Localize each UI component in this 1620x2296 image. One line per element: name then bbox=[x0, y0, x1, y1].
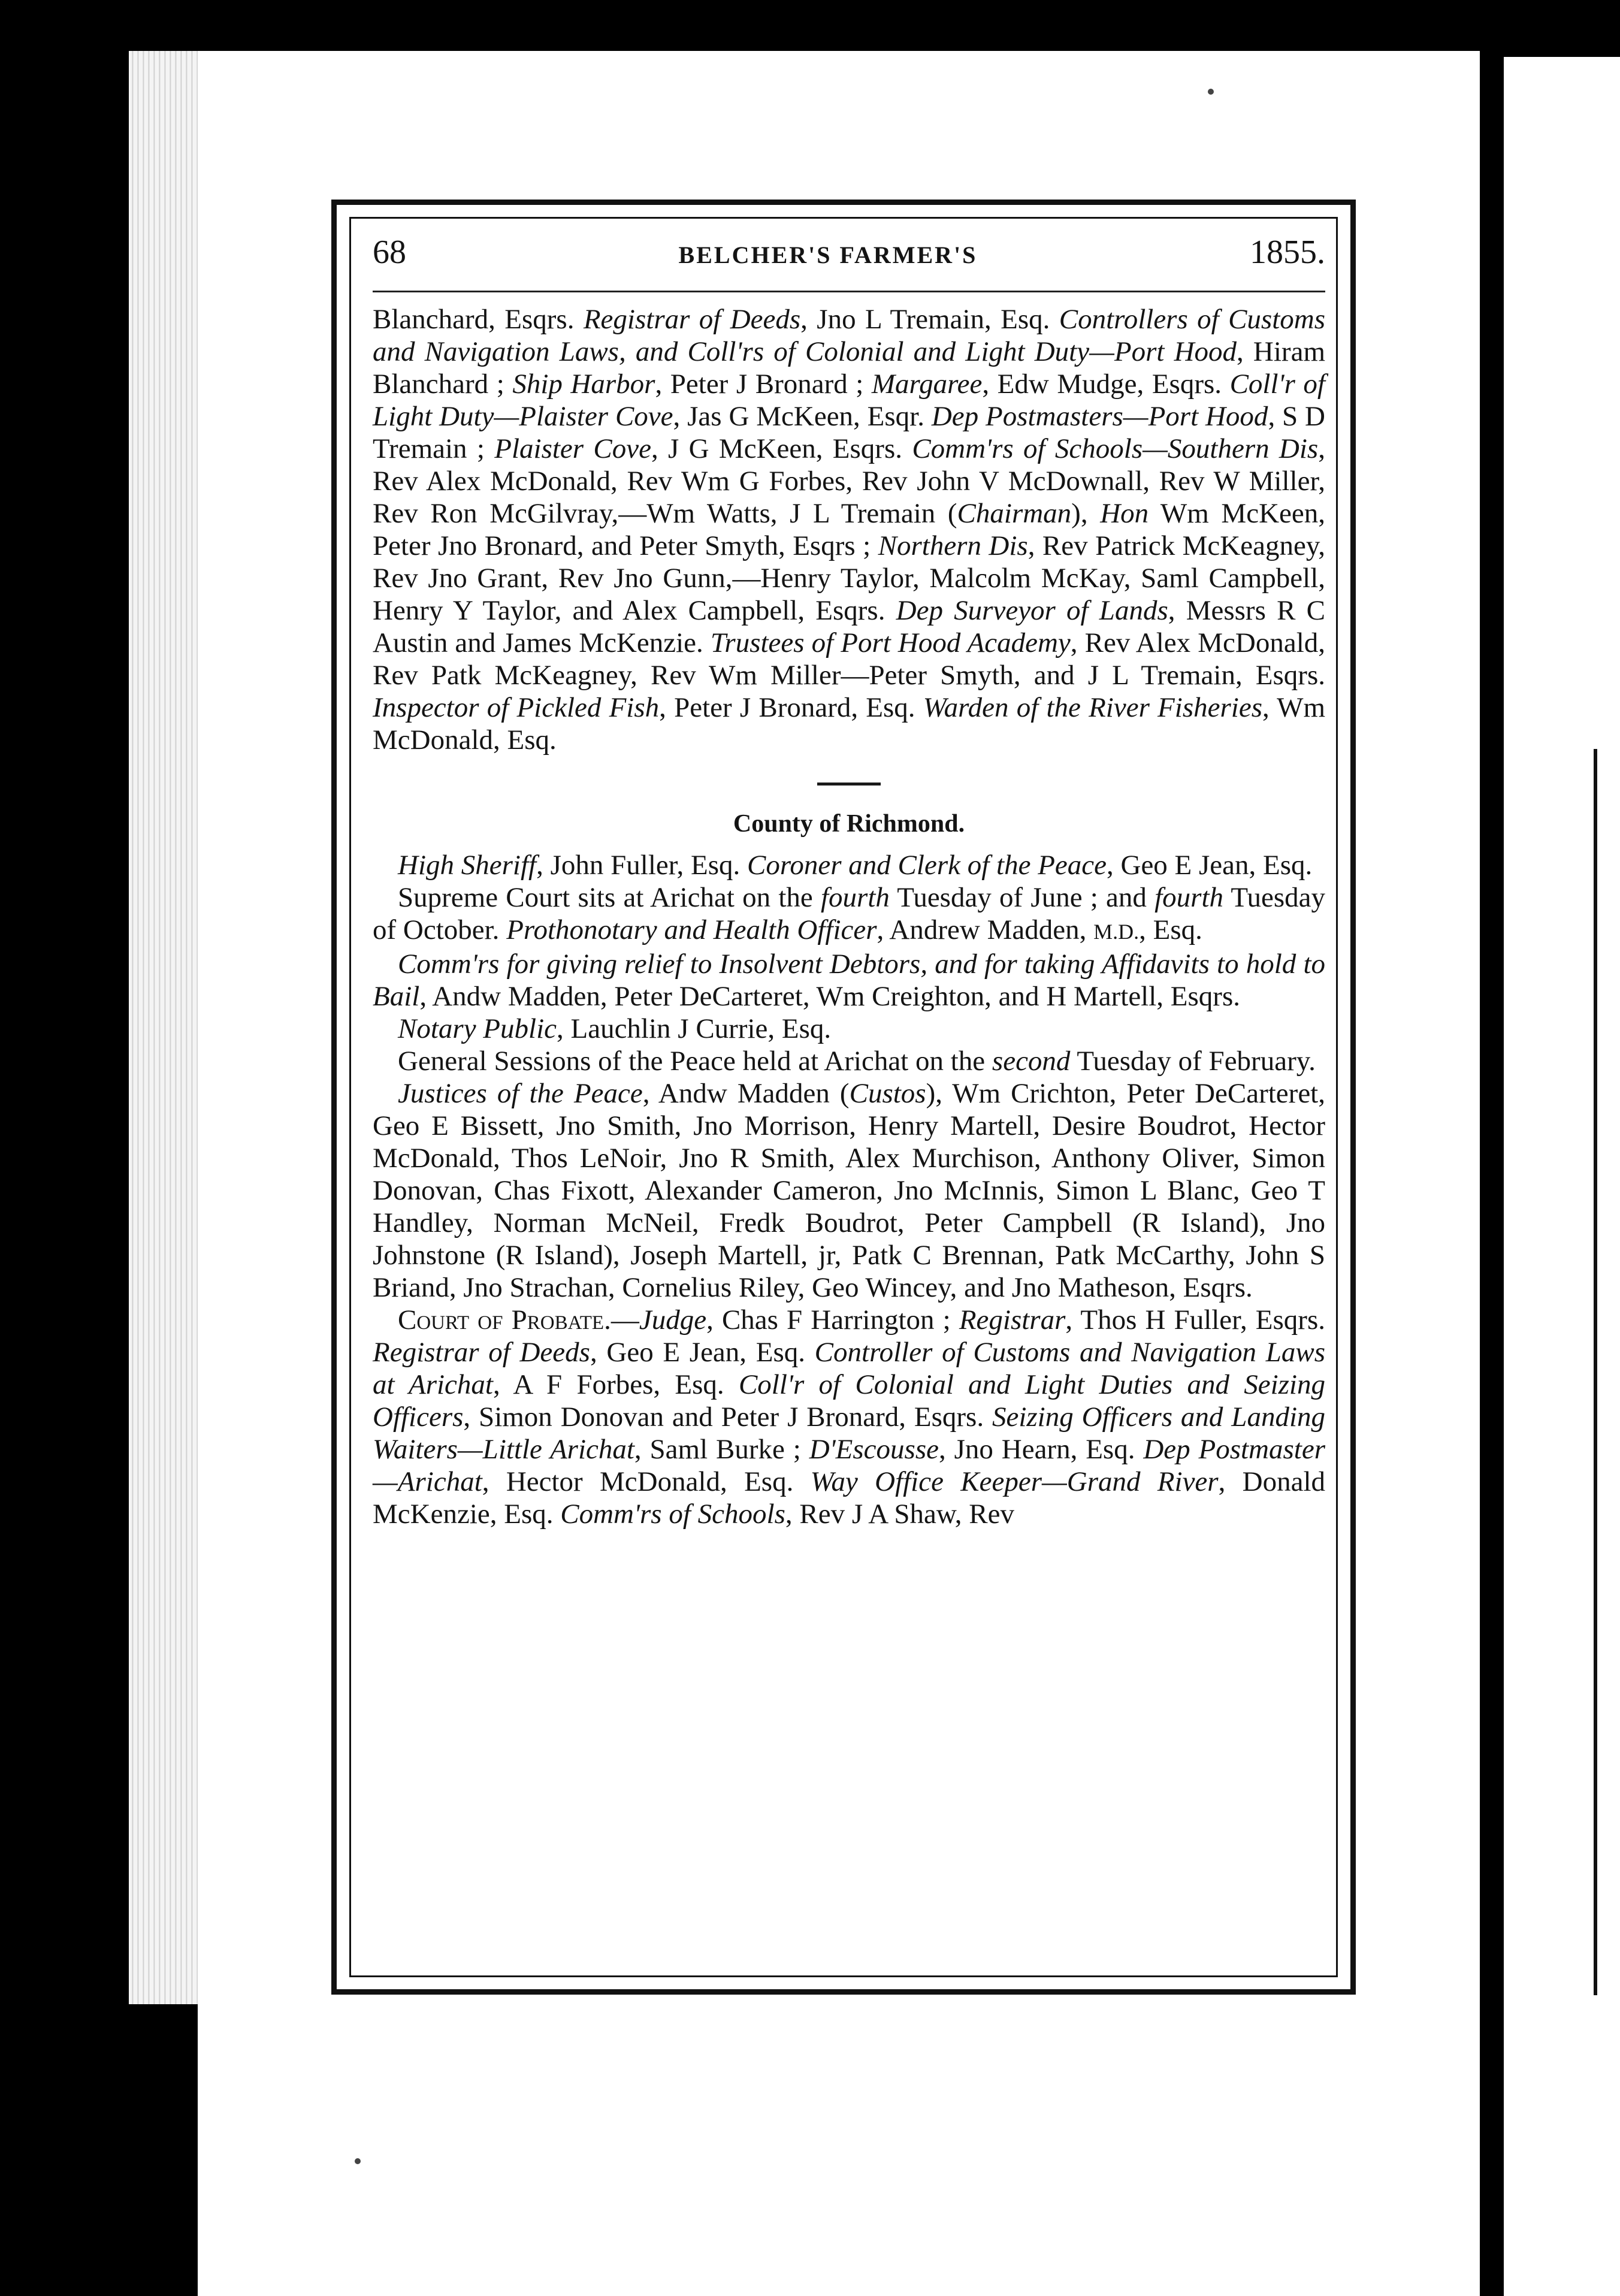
paper-speck bbox=[355, 2158, 361, 2164]
facing-page-edge bbox=[1504, 57, 1620, 2296]
general-sessions-paragraph: General Sessions of the Peace held at Arichat on the second Tuesday of February. bbox=[398, 1046, 1316, 1077]
court-of-probate-paragraph: Court of Probate.—Judge, Chas F Harrington ; Registrar, Thos H Fuller, Esqrs. Registrar of Deeds, Geo E Jean, Esq. Controller of Customs and Navigation Laws at Arichat, A F Forbes, Esq. Coll'r of Colonial and Light Duties and Seizing Officers, Simon Donovan and Peter J Bronard, Esqrs. Seizing Officers and Landing Waiters—Little Arichat, Saml Burke ; D'Escousse, Jno Hearn, Esq. Dep Postmaster—Arichat, Hector McDonald, Esq. Way Office Keeper—Grand River, Donald McKenzie, Esq. Comm'rs of Schools, Rev J A Shaw, Rev bbox=[373, 1304, 1326, 1530]
book-title: BELCHER'S FARMER'S bbox=[678, 241, 978, 268]
county-heading: County of Richmond. bbox=[733, 810, 965, 838]
page-number: 68 bbox=[373, 234, 406, 271]
section-divider bbox=[817, 783, 881, 786]
sheriff-paragraph: High Sheriff, John Fuller, Esq. Coroner and Clerk of the Peace, Geo E Jean, Esq. bbox=[398, 850, 1313, 881]
page-content bbox=[373, 231, 1325, 1530]
insolvent-debtors-paragraph: Comm'rs for giving relief to Insolvent Debtors, and for taking Affidavits to hold to Bail, Andw Madden, Peter DeCarteret, Wm Creighton, and H Martell, Esqrs. bbox=[373, 948, 1325, 1012]
inverness-officials-paragraph: Blanchard, Esqrs. Registrar of Deeds, Jno L Tremain, Esq. Controllers of Customs and Navigation Laws, and Coll'rs of Colonial and Light Duty—Port Hood, Hiram Blanchard ; Ship Harbor, Peter J Bronard ; Margaree, Edw Mudge, Esqrs. Coll'r of Light Duty—Plaister Cove, Jas G McKeen, Esqr. Dep Postmasters—Port Hood, S D Tremain ; Plaister Cove, J G McKeen, Esqrs. Comm'rs of Schools—Southern Dis, Rev Alex McDonald, Rev Wm G Forbes, Rev John V McDownall, Rev W Miller, Rev Ron McGilvray,—Wm Watts, J L Tremain (Chairman), Hon Wm McKeen, Peter Jno Bronard, and Peter Smyth, Esqrs ; Northern Dis, Rev Patrick McKeagney, Rev Jno Grant, Rev Jno Gunn,—Henry Taylor, Malcolm McKay, Saml Campbell, Henry Y Taylor, and Alex Campbell, Esqrs. Dep Surveyor of Lands, Messrs R C Austin and James McKenzie. Trustees of Port Hood Academy, Rev Alex McDonald, Rev Patk McKeagney, Rev Wm Miller—Peter Smyth, and J L Tremain, Esqrs. Inspector of Pickled Fish, Peter J Bronard, Esq. Warden of the River Fisheries, Wm McDonald, Esq. bbox=[373, 304, 1326, 756]
justices-paragraph: Justices of the Peace, Andw Madden (Custos), Wm Crichton, Peter DeCarteret, Geo E Bissett, Jno Smith, Jno Morrison, Henry Martell, Desire Boudrot, Hector McDonald, Thos LeNoir, Jno R Smith, Alex Murchison, Anthony Oliver, Simon Donovan, Chas Fixott, Alexander Cameron, Jno McInnis, Simon L Blanc, Geo T Handley, Norman McNeil, Fredk Boudrot, Peter Campbell (R Island), Jno Johnstone (R Island), Joseph Martell, jr, Patk C Brennan, Patk McCarthy, John S Briand, Jno Strachan, Cornelius Riley, Geo Wincey, and Jno Matheson, Esqrs. bbox=[373, 1078, 1325, 1303]
header-rule bbox=[373, 291, 1325, 292]
notary-paragraph: Notary Public, Lauchlin J Currie, Esq. bbox=[398, 1013, 832, 1044]
supreme-court-paragraph: Supreme Court sits at Arichat on the fourth Tuesday of June ; and fourth Tuesday of October. Prothonotary and Health Officer, Andrew Madden, M.D., Esq. bbox=[373, 882, 1325, 945]
running-header bbox=[373, 231, 1325, 287]
book-page-edges bbox=[129, 51, 204, 2004]
page-year: 1855. bbox=[1249, 234, 1325, 271]
facing-page-frame-line bbox=[1594, 749, 1597, 1995]
paper-speck bbox=[1208, 89, 1214, 95]
